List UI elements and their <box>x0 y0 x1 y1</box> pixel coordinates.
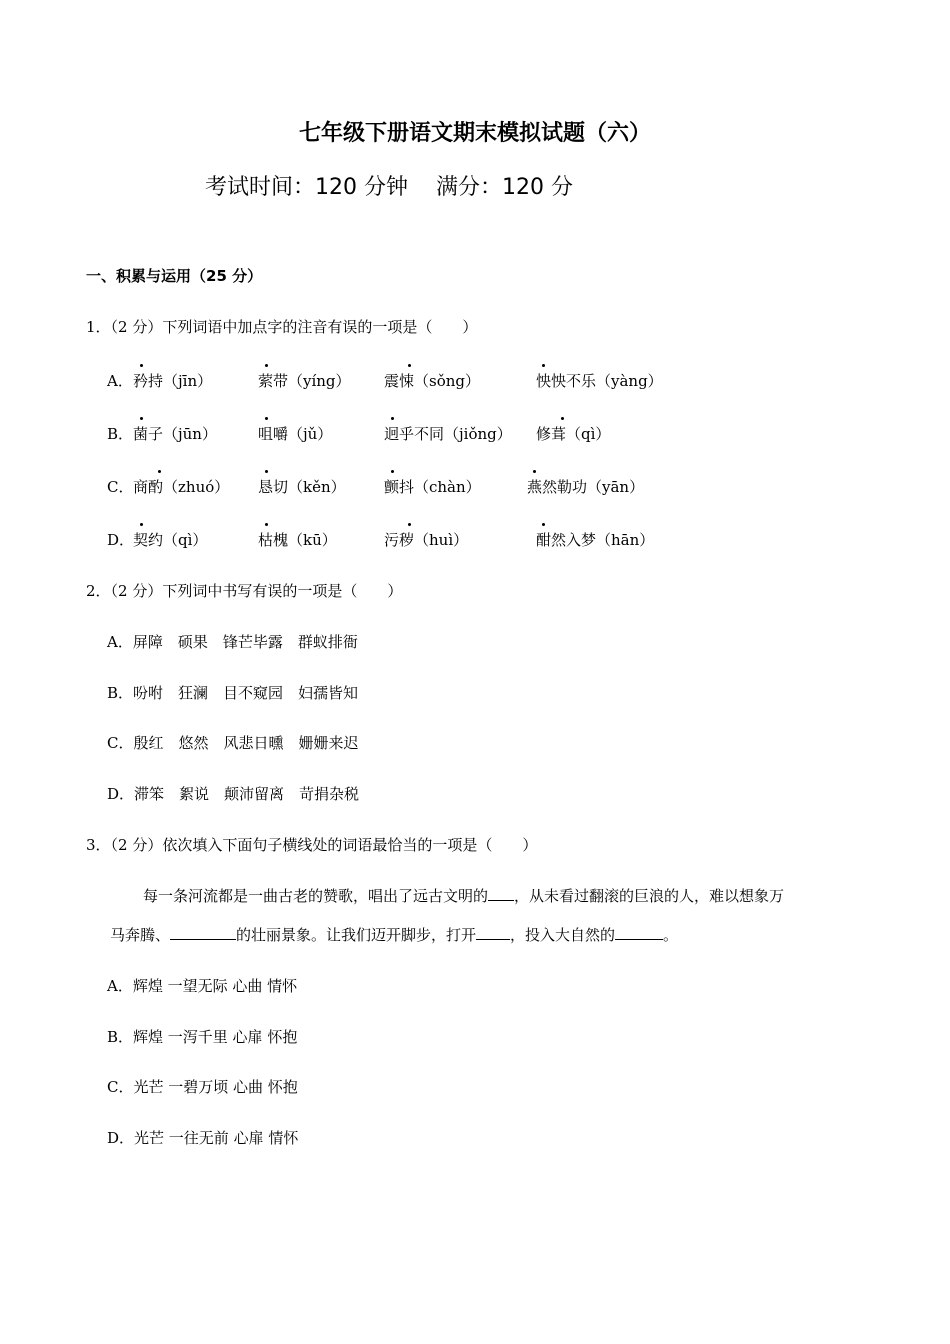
emphasis-dot <box>542 523 545 526</box>
emphasis-dot <box>408 364 411 367</box>
q3-option-b: B．辉煌 一泻千里 心扉 怀抱 <box>107 1028 298 1046</box>
passage-text: 每一条河流都是一曲古老的赞歌，唱出了远古文明的 <box>143 887 489 905</box>
passage-line-2 <box>110 924 678 945</box>
q3-option-c: C．光芒 一碧万顷 心曲 怀抱 <box>107 1078 298 1096</box>
fill-blank <box>488 886 514 901</box>
emphasis-dot <box>140 364 143 367</box>
emphasis-dot <box>561 417 564 420</box>
emphasis-dot <box>391 470 394 473</box>
passage-text: ，投入大自然的 <box>510 926 616 944</box>
emphasis-dot <box>408 523 411 526</box>
option-letter: C． <box>107 478 134 496</box>
option-word: 污秽（huì） <box>384 531 469 549</box>
exam-info <box>205 170 573 201</box>
option-word: 枯槐（kū） <box>258 531 337 549</box>
option-word: 恳切（kěn） <box>258 478 346 496</box>
emphasis-dot <box>533 470 536 473</box>
passage-text: 的壮丽景象。让我们迈开脚步，打开 <box>236 926 477 944</box>
option-word: 修葺（qì） <box>536 425 611 443</box>
q2-option-a: A．屏障 硕果 锋芒毕露 群蚁排衙 <box>107 633 358 651</box>
exam-title: 七年级下册语文期末模拟试题（六） <box>298 121 651 146</box>
emphasis-dot <box>158 470 161 473</box>
q3-option-a: A．辉煌 一望无际 心曲 情怀 <box>107 977 298 995</box>
fill-blank <box>476 925 510 940</box>
passage-text: 。 <box>663 926 679 944</box>
q3-option-d: D．光芒 一往无前 心扉 情怀 <box>107 1129 299 1147</box>
option-letter: D． <box>107 531 135 549</box>
emphasis-dot <box>265 523 268 526</box>
option-word: 震悚（sǒng） <box>384 372 480 390</box>
option-word: 萦带（yíng） <box>258 372 351 390</box>
option-letter: B． <box>107 425 134 443</box>
fill-blank <box>170 925 236 940</box>
option-letter: A． <box>107 372 133 390</box>
exam-time: 考试时间：120 分钟 <box>205 175 408 200</box>
emphasis-dot <box>391 417 394 420</box>
question-3-stem: 3．（2 分）依次填入下面句子横线处的词语最恰当的一项是（ ） <box>86 836 538 854</box>
exam-full-score: 满分：120 分 <box>435 175 573 200</box>
emphasis-dot <box>265 364 268 367</box>
q2-option-c: C．殷红 悠然 风悲日曛 姗姗来迟 <box>107 734 359 752</box>
option-word: 颤抖（chàn） <box>384 478 481 496</box>
option-word: 燕然勒功（yān） <box>527 478 645 496</box>
option-word: 酣然入梦（hān） <box>536 531 655 549</box>
option-word: 菌子（jūn） <box>133 425 217 443</box>
option-word: 咀嚼（jǔ） <box>258 425 333 443</box>
emphasis-dot <box>140 523 143 526</box>
option-word: 契约（qì） <box>133 531 208 549</box>
passage-text: 马奔腾、 <box>110 926 171 944</box>
option-word: 商酌（zhuó） <box>133 478 230 496</box>
question-1-stem: 1．（2 分）下列词语中加点字的注音有误的一项是（ ） <box>86 318 478 336</box>
emphasis-dot <box>265 470 268 473</box>
option-word: 怏怏不乐（yàng） <box>536 372 663 390</box>
question-2-stem: 2．（2 分）下列词中书写有误的一项是（ ） <box>86 582 403 600</box>
section-heading: 一、积累与运用（25 分） <box>86 267 263 285</box>
option-word: 迥乎不同（jiǒng） <box>384 425 512 443</box>
emphasis-dot <box>140 417 143 420</box>
option-word: 矜持（jīn） <box>133 372 213 390</box>
q2-option-d: D．滞笨 絮说 颠沛留离 苛捐杂税 <box>107 785 360 803</box>
emphasis-dot <box>542 364 545 367</box>
passage-text: ，从未看过翻滚的巨浪的人，难以想象万 <box>514 887 785 905</box>
emphasis-dot <box>265 417 268 420</box>
fill-blank <box>615 925 663 940</box>
q2-option-b: B．吩咐 狂澜 目不窥园 妇孺皆知 <box>107 684 359 702</box>
passage-line-1 <box>143 885 784 906</box>
